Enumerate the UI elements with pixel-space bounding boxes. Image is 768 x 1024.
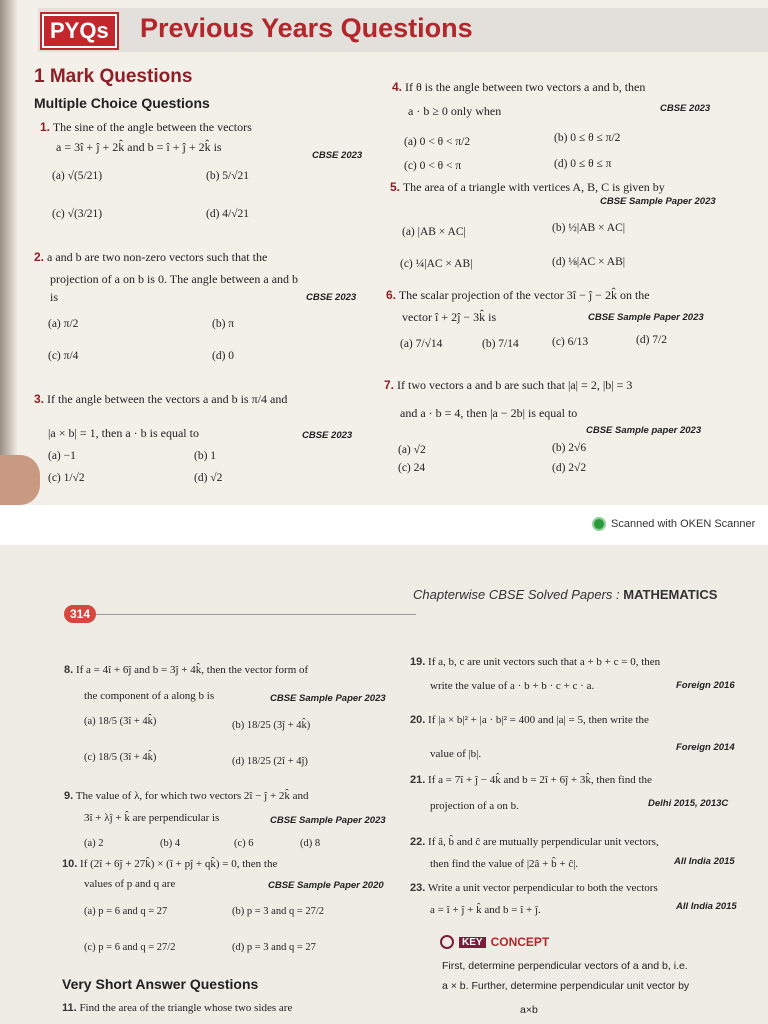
page-top: [0, 0, 768, 505]
concept-line-3: a×b: [520, 1004, 538, 1016]
question-3-line2: |a × b| = 1, then a · b is equal to: [48, 426, 199, 440]
subsection-heading: Multiple Choice Questions: [34, 95, 210, 111]
q2-option-d[interactable]: (d) 0: [212, 350, 235, 362]
q3-option-a[interactable]: (a) −1: [48, 450, 76, 462]
question-8-tag: CBSE Sample Paper 2023: [270, 693, 386, 704]
question-4-line2: a · b ≥ 0 only when: [408, 104, 502, 118]
question-5-tag: CBSE Sample Paper 2023: [600, 196, 716, 207]
q5-option-d[interactable]: (d) ⅛|AC × AB|: [552, 256, 626, 268]
question-10-line2: values of p and q are: [84, 878, 176, 890]
q4-option-d[interactable]: (d) 0 ≤ θ ≤ π: [554, 158, 612, 170]
question-4: 4. If θ is the angle between two vectors a and b, then: [392, 80, 646, 94]
key-concept-heading: KEY CONCEPT: [440, 935, 549, 949]
question-9-tag: CBSE Sample Paper 2023: [270, 815, 386, 826]
q10-option-b[interactable]: (b) p = 3 and q = 27/2: [232, 906, 325, 917]
q6-option-a[interactable]: (a) 7/√14: [400, 338, 443, 350]
q9-option-d[interactable]: (d) 8: [300, 838, 321, 849]
question-2-line3: is: [50, 290, 59, 304]
q5-option-b[interactable]: (b) ½|AB × AC|: [552, 222, 626, 234]
q2-option-a[interactable]: (a) π/2: [48, 318, 79, 330]
q10-option-a[interactable]: (a) p = 6 and q = 27: [84, 906, 168, 917]
pyqs-badge: PYQs: [42, 14, 117, 48]
question-10: 10. If (2î + 6ĵ + 27k̂) × (î + pĵ + qk̂) = 0, then the: [62, 858, 278, 870]
question-6-tag: CBSE Sample Paper 2023: [588, 312, 704, 323]
q3-option-c[interactable]: (c) 1/√2: [48, 472, 85, 484]
q1-option-a[interactable]: (a) √(5/21): [52, 170, 103, 182]
concept-line-2: a × b. Further, determine perpendicular unit vector by: [442, 980, 690, 992]
page-edge-shadow: [0, 0, 18, 505]
question-22-line2: then find the value of |2â + b̂ + ĉ|.: [430, 858, 579, 870]
question-23: 23. Write a unit vector perpendicular to both the vectors: [410, 882, 658, 894]
concept-line-1: First, determine perpendicular vectors of a and b, i.e.: [442, 960, 688, 972]
q6-option-b[interactable]: (b) 7/14: [482, 338, 519, 350]
scanner-watermark: Scanned with OKEN Scanner: [592, 517, 755, 531]
question-8: 8. If a = 4î + 6ĵ and b = 3ĵ + 4k̂, then the vector form of: [64, 664, 309, 676]
question-20-tag: Foreign 2014: [676, 742, 735, 753]
question-7: 7. If two vectors a and b are such that |a| = 2, |b| = 3: [384, 378, 633, 392]
q1-option-d[interactable]: (d) 4/√21: [206, 208, 250, 220]
q7-option-c[interactable]: (c) 24: [398, 462, 426, 474]
question-2-tag: CBSE 2023: [306, 292, 357, 303]
q3-option-b[interactable]: (b) 1: [194, 450, 217, 462]
question-23-line2: a = î + ĵ + k̂ and b = î + ĵ.: [430, 904, 541, 916]
question-8-line2: the component of a along b is: [84, 690, 215, 702]
question-21-tag: Delhi 2015, 2013C: [648, 798, 729, 809]
q4-option-b[interactable]: (b) 0 ≤ θ ≤ π/2: [554, 132, 621, 144]
q8-option-a[interactable]: (a) 18/5 (3î + 4k̂): [84, 716, 157, 727]
q4-option-a[interactable]: (a) 0 < θ < π/2: [404, 136, 471, 148]
question-7-tag: CBSE Sample paper 2023: [586, 425, 702, 436]
q5-option-a[interactable]: (a) |AB × AC|: [402, 226, 466, 238]
q1-option-c[interactable]: (c) √(3/21): [52, 208, 103, 220]
question-11: 11. Find the area of the triangle whose two sides are: [62, 1002, 293, 1014]
q8-option-b[interactable]: (b) 18/25 (3ĵ + 4k̂): [232, 720, 311, 731]
question-3-tag: CBSE 2023: [302, 430, 353, 441]
running-head: Chapterwise CBSE Solved Papers : MATHEMATICS: [413, 587, 718, 602]
question-21: 21. If a = 7î + ĵ − 4k̂ and b = 2î + 6ĵ + 3k̂, then find the: [410, 774, 652, 786]
question-9: 9. The value of λ, for which two vectors 2î − ĵ + 2k̂ and: [64, 790, 309, 802]
question-5: 5. The area of a triangle with vertices A, B, C is given by: [390, 180, 665, 194]
question-6-line2: vector î + 2ĵ − 3k̂ is: [402, 310, 497, 324]
q3-option-d[interactable]: (d) √2: [194, 472, 223, 484]
q1-option-b[interactable]: (b) 5/√21: [206, 170, 250, 182]
gear-icon: [440, 935, 454, 949]
header-rule: [96, 614, 416, 615]
scanner-logo-icon: [592, 517, 606, 531]
question-2-line2: projection of a on b is 0. The angle between a and b: [50, 272, 299, 286]
question-20: 20. If |a × b|² + |a · b|² = 400 and |a| = 5, then write the: [410, 714, 649, 726]
q7-option-a[interactable]: (a) √2: [398, 444, 426, 456]
q2-option-b[interactable]: (b) π: [212, 318, 235, 330]
q9-option-a[interactable]: (a) 2: [84, 838, 104, 849]
thumb-image: [0, 455, 40, 505]
question-21-line2: projection of a on b.: [430, 800, 519, 812]
q4-option-c[interactable]: (c) 0 < θ < π: [404, 160, 462, 172]
question-6: 6. The scalar projection of the vector 3î − ĵ − 2k̂ on the: [386, 288, 650, 302]
question-23-tag: All India 2015: [676, 901, 737, 912]
q7-option-d[interactable]: (d) 2√2: [552, 462, 587, 474]
q8-option-c[interactable]: (c) 18/5 (3î + 4k̂): [84, 752, 157, 763]
question-1: 1. The sine of the angle between the vectors: [40, 120, 252, 134]
question-1-line2: a = 3î + ĵ + 2k̂ and b = î + ĵ + 2k̂ is: [56, 140, 222, 154]
q7-option-b[interactable]: (b) 2√6: [552, 442, 587, 454]
question-20-line2: value of |b|.: [430, 748, 482, 760]
q9-option-c[interactable]: (c) 6: [234, 838, 254, 849]
question-22-tag: All India 2015: [674, 856, 735, 867]
question-4-tag: CBSE 2023: [660, 103, 711, 114]
question-2: 2. a and b are two non-zero vectors such that the: [34, 250, 268, 264]
question-9-line2: 3î + λĵ + k̂ are perpendicular is: [84, 812, 220, 824]
q6-option-c[interactable]: (c) 6/13: [552, 336, 589, 348]
question-19-line2: write the value of a · b + b · c + c · a.: [430, 680, 595, 692]
question-19: 19. If a, b, c are unit vectors such that a + b + c = 0, then: [410, 656, 661, 668]
page-number: 314: [64, 605, 96, 623]
q5-option-c[interactable]: (c) ¼|AC × AB|: [400, 258, 473, 270]
page-title: Previous Years Questions: [140, 13, 473, 43]
question-19-tag: Foreign 2016: [676, 680, 735, 691]
q8-option-d[interactable]: (d) 18/25 (2î + 4ĵ): [232, 756, 308, 767]
question-10-tag: CBSE Sample Paper 2020: [268, 880, 384, 891]
question-1-tag: CBSE 2023: [312, 150, 363, 161]
vsa-heading: Very Short Answer Questions: [62, 976, 259, 992]
q10-option-c[interactable]: (c) p = 6 and q = 27/2: [84, 942, 176, 953]
question-7-line2: and a · b = 4, then |a − 2b| is equal to: [400, 406, 578, 420]
section-heading: 1 Mark Questions: [34, 66, 193, 87]
q6-option-d[interactable]: (d) 7/2: [636, 334, 667, 346]
q9-option-b[interactable]: (b) 4: [160, 838, 181, 849]
question-22: 22. If â, b̂ and ĉ are mutually perpendicular unit vectors,: [410, 836, 659, 848]
q10-option-d[interactable]: (d) p = 3 and q = 27: [232, 942, 316, 953]
q2-option-c[interactable]: (c) π/4: [48, 350, 79, 362]
question-3: 3. If the angle between the vectors a and b is π/4 and: [34, 392, 288, 406]
